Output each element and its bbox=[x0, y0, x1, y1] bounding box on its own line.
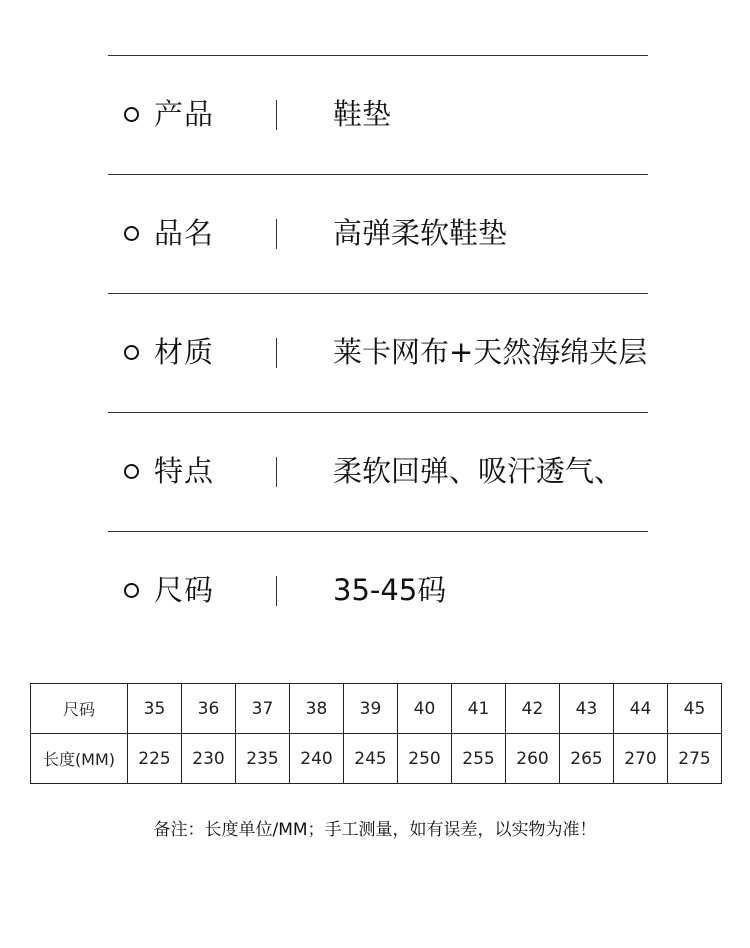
length-row bbox=[31, 734, 722, 784]
spec-row-size bbox=[108, 531, 648, 650]
divider bbox=[276, 219, 277, 249]
length-row-header: 长度(MM) bbox=[31, 734, 128, 784]
length-cell: 240 bbox=[290, 734, 344, 784]
length-cell: 270 bbox=[614, 734, 668, 784]
size-cell: 42 bbox=[506, 684, 560, 734]
length-cell: 275 bbox=[668, 734, 722, 784]
spec-row-material bbox=[108, 293, 648, 412]
size-cell: 38 bbox=[290, 684, 344, 734]
spec-label: 材质 bbox=[154, 335, 215, 369]
size-cell: 44 bbox=[614, 684, 668, 734]
spec-list bbox=[108, 55, 648, 650]
length-cell: 235 bbox=[236, 734, 290, 784]
spec-value: 35-45码 bbox=[333, 573, 447, 607]
divider bbox=[276, 100, 277, 130]
spec-label: 产品 bbox=[154, 97, 215, 131]
spec-label: 品名 bbox=[154, 216, 215, 250]
size-cell: 45 bbox=[668, 684, 722, 734]
circle-bullet-icon bbox=[124, 345, 139, 360]
divider bbox=[276, 457, 277, 487]
size-row-header: 尺码 bbox=[31, 684, 128, 734]
circle-bullet-icon bbox=[124, 226, 139, 241]
length-cell: 245 bbox=[344, 734, 398, 784]
circle-bullet-icon bbox=[124, 464, 139, 479]
spec-label: 特点 bbox=[154, 454, 215, 488]
length-cell: 225 bbox=[128, 734, 182, 784]
spec-label: 尺码 bbox=[154, 573, 215, 607]
length-cell: 250 bbox=[398, 734, 452, 784]
size-cell: 40 bbox=[398, 684, 452, 734]
spec-value: 鞋垫 bbox=[333, 97, 392, 131]
spec-value: 高弹柔软鞋垫 bbox=[333, 216, 508, 250]
size-cell: 36 bbox=[182, 684, 236, 734]
spec-row-product bbox=[108, 55, 648, 174]
size-cell: 37 bbox=[236, 684, 290, 734]
circle-bullet-icon bbox=[124, 107, 139, 122]
spec-row-features bbox=[108, 412, 648, 531]
size-cell: 39 bbox=[344, 684, 398, 734]
size-cell: 41 bbox=[452, 684, 506, 734]
size-table bbox=[30, 683, 722, 784]
size-cell: 35 bbox=[128, 684, 182, 734]
divider bbox=[276, 576, 277, 606]
spec-value: 柔软回弹、吸汗透气、 bbox=[333, 454, 624, 488]
spec-row-name bbox=[108, 174, 648, 293]
note-text: 备注：长度单位/MM；手工测量，如有误差，以实物为准！ bbox=[153, 820, 597, 840]
length-cell: 230 bbox=[182, 734, 236, 784]
divider bbox=[276, 338, 277, 368]
size-cell: 43 bbox=[560, 684, 614, 734]
length-cell: 265 bbox=[560, 734, 614, 784]
spec-value: 莱卡网布+天然海绵夹层 bbox=[333, 335, 648, 369]
circle-bullet-icon bbox=[124, 583, 139, 598]
length-cell: 255 bbox=[452, 734, 506, 784]
size-row bbox=[31, 684, 722, 734]
length-cell: 260 bbox=[506, 734, 560, 784]
